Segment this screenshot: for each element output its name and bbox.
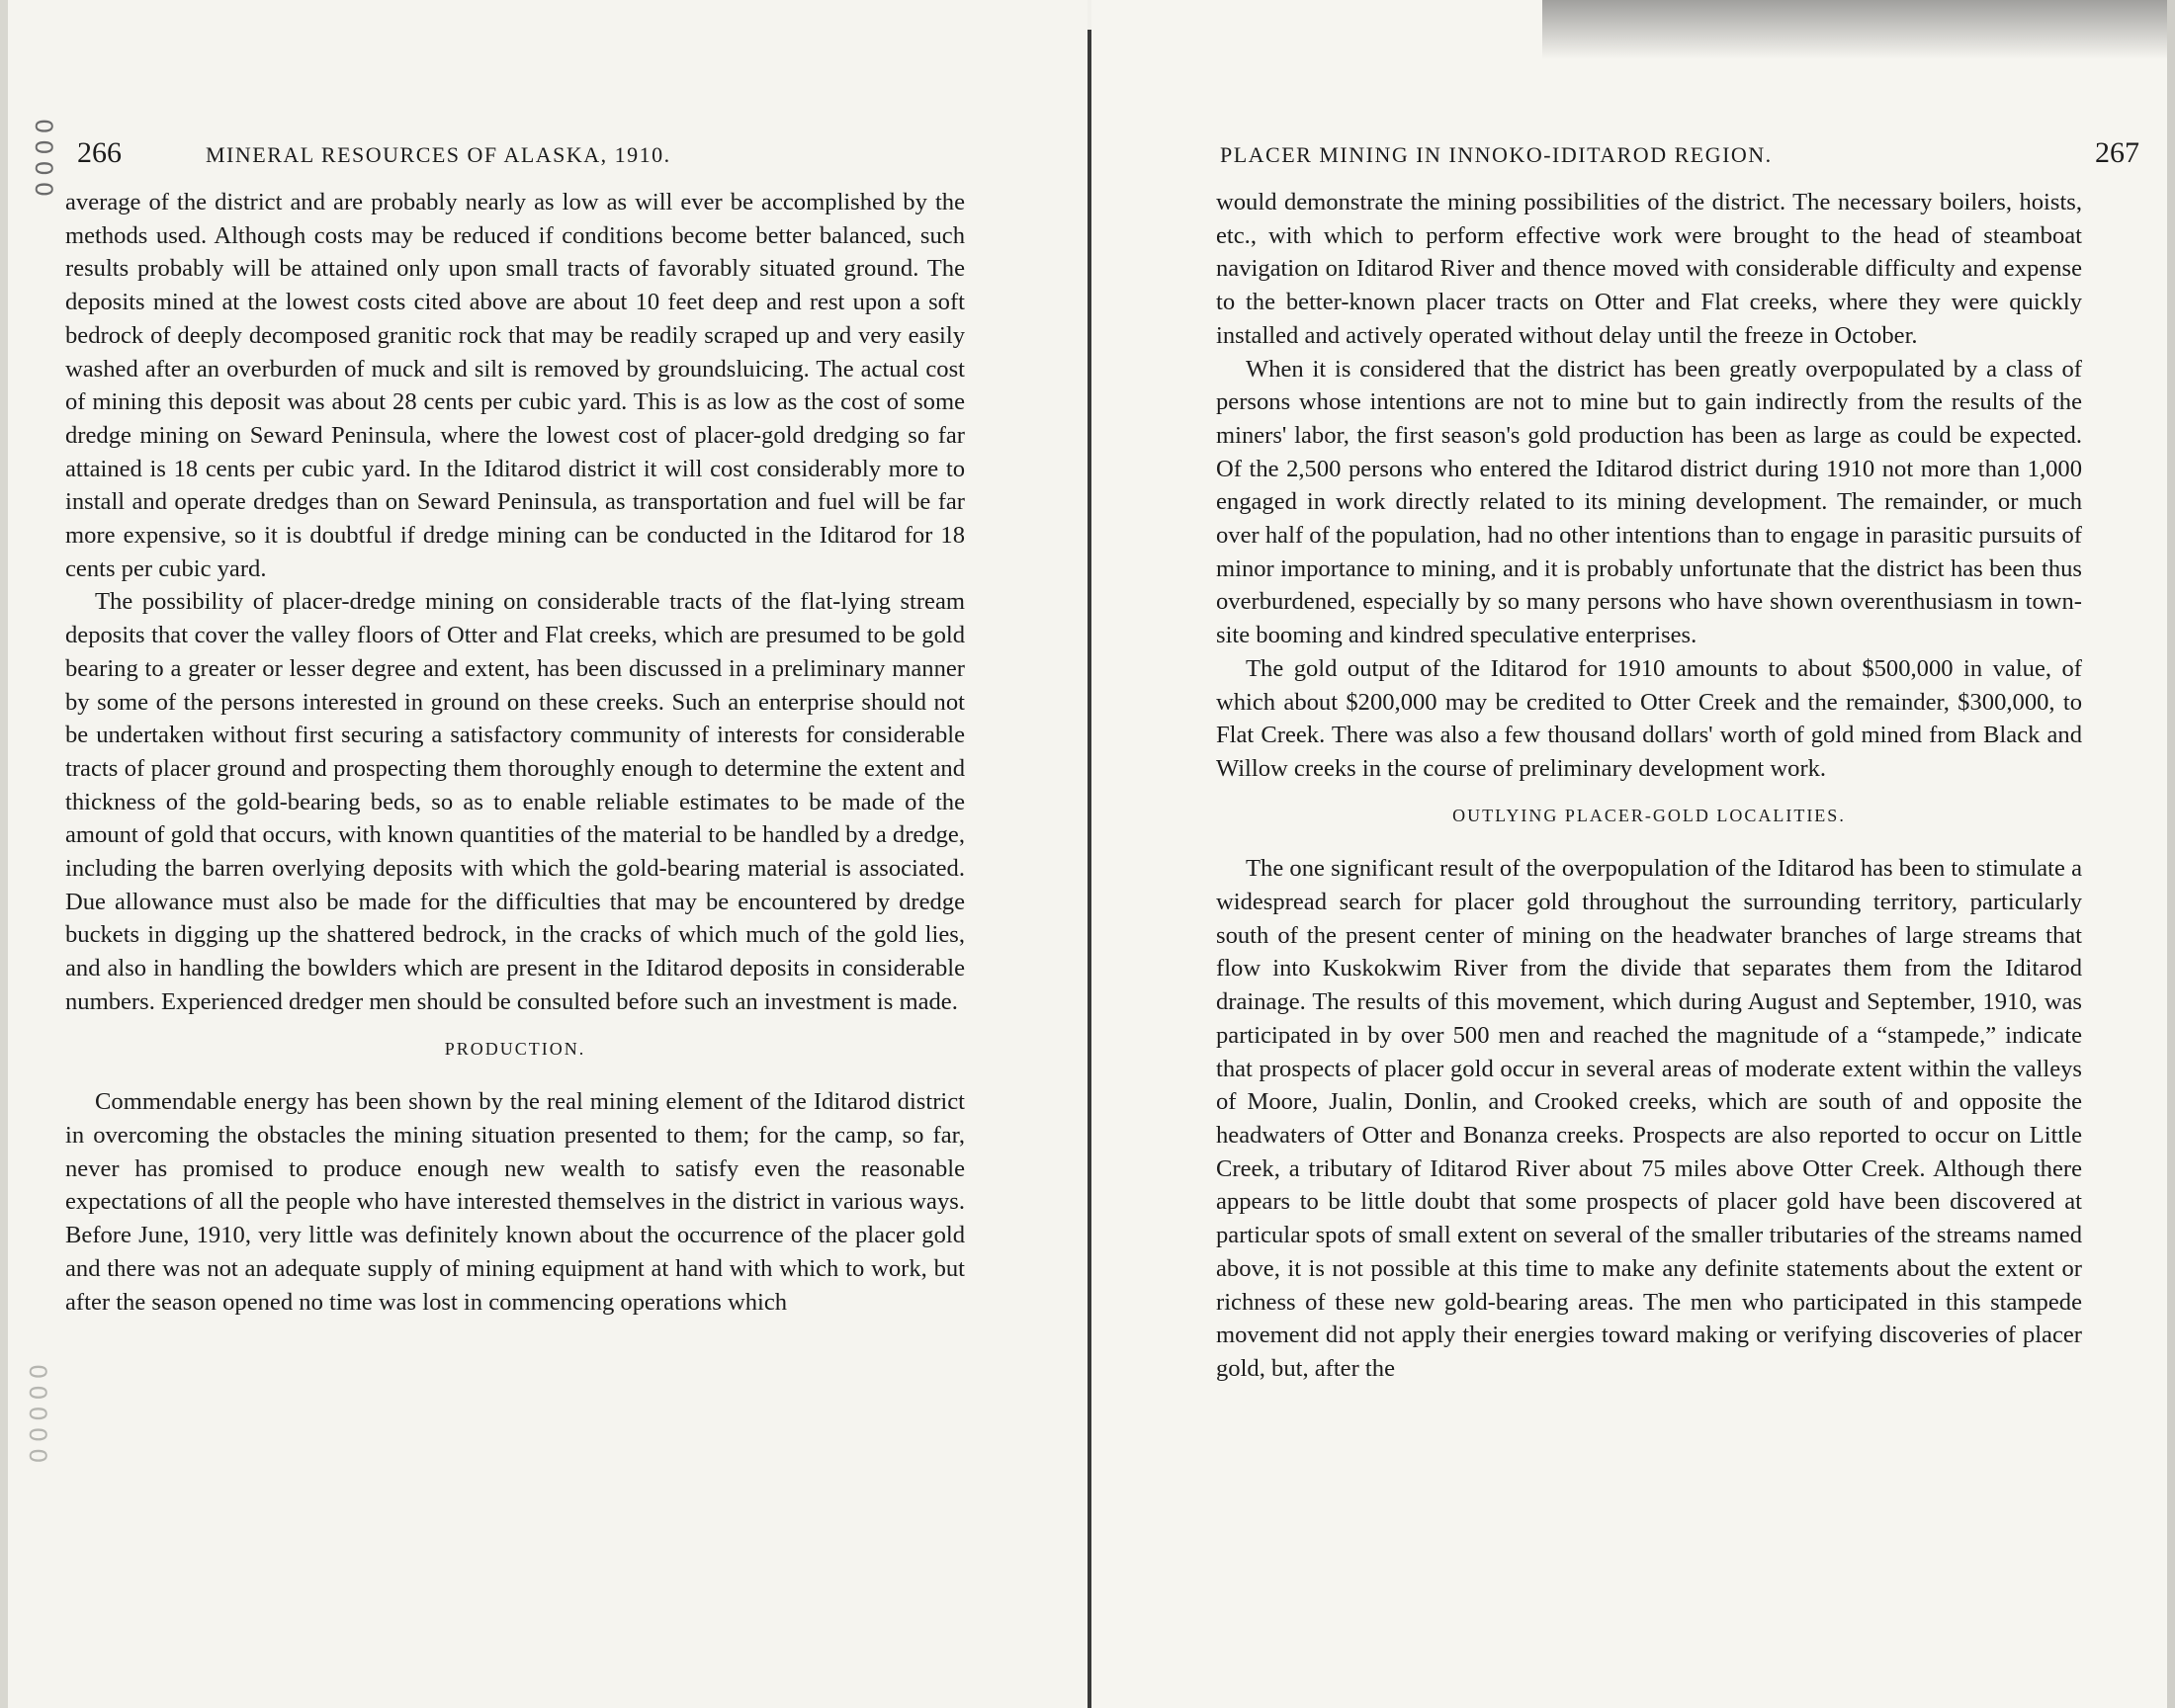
scan-right-edge: [2167, 0, 2175, 1708]
margin-mark: 0000: [30, 119, 57, 204]
left-page: [8, 0, 1088, 1708]
right-page-body: [1216, 186, 2082, 1386]
right-page: [1091, 0, 2167, 1708]
running-head: MINERAL RESOURCES OF ALASKA, 1910.: [206, 142, 671, 167]
paragraph: The possibility of placer-dredge mining on considerable tracts of the flat-lying stream deposits that cover the valley floors of Otter and Flat creeks, which are presumed to be gold bearing to a greater or lesser degree and extent, has been discussed in a preliminary manner by some of the persons interested in ground on these creeks. Such an enterprise should not be undertaken without first securing a satisfactory community of interests for considerable tracts of placer ground and prospecting them thoroughly enough to determine the extent and thickness of the gold-bearing beds, so as to enable reliable estimates to be made of the amount of gold that occurs, with known quantities of the material to be handled by a dredge, including the barren overlying deposits with which the gold-bearing material is associated. Due allowance must also be made for the difficulties that may be encountered by dredge buckets in digging up the shattered bedrock, in the cracks of which much of the gold lies, and also in handling the bowlders which are present in the Iditarod deposits in considerable numbers. Experienced dredger men should be consulted before such an investment is made.: [65, 588, 965, 1015]
section-heading: PRODUCTION.: [444, 1038, 586, 1059]
page-number: 266: [77, 136, 122, 169]
margin-mark-bottom: 00000: [24, 1364, 51, 1470]
page-number: 267: [2095, 136, 2139, 169]
paragraph: would demonstrate the mining possibilities of the district. The necessary boilers, hoists, etc., with which to perform effective work were brought to the head of steamboat navigation on Iditarod River and thence moved with considerable difficulty and expense to the better-known placer tracts on Otter and Flat creeks, where they were quickly installed and actively operated without delay until the freeze in October.: [1216, 189, 2082, 349]
running-head: PLACER MINING IN INNOKO-IDITAROD REGION.: [1220, 142, 1773, 167]
paragraph: The gold output of the Iditarod for 1910 amounts to about $500,000 in value, of which about $200,000 may be credited to Otter Creek and the remainder, $300,000, to Flat Creek. There was also a few thousand dollars' worth of gold mined from Black and Willow creeks in the course of preliminary development work.: [1216, 654, 2082, 782]
section-heading: OUTLYING PLACER-GOLD LOCALITIES.: [1452, 805, 1846, 825]
paragraph: When it is considered that the district has been greatly overpopulated by a class of persons whose intentions are not to mine but to gain indirectly from the results of the miners' labor, the first season's gold production has been as large as could be expected. Of the 2,500 persons who entered the Iditarod district during 1910 not more than 1,000 engaged in work directly related to its mining development. The remainder, or much over half of the population, had no other intentions than to engage in parasitic pursuits of minor importance to mining, and it is probably unfortunate that the district has been thus overburdened, especially by so many persons who have shown overenthusiasm in town-site booming and kindred speculative enterprises.: [1216, 355, 2082, 649]
paragraph: Commendable energy has been shown by the real mining element of the Iditarod district in overcoming the obstacles the mining situation presented to them; for the camp, so far, never has promised to produce enough new wealth to satisfy even the reasonable expectations of all the people who have interested themselves in the district in various ways. Before June, 1910, very little was definitely known about the occurrence of the placer gold and there was not an adequate supply of mining equipment at hand with which to work, but after the season opened no time was lost in commencing operations which: [65, 1088, 965, 1316]
left-page-header: [77, 136, 967, 176]
paragraph: average of the district and are probably nearly as low as will ever be accomplished by the methods used. Although costs may be reduced if conditions become better balanced, such results probably will be attained only upon small tracts of favorably situated ground. The deposits mined at the lowest costs cited above are about 10 feet deep and rest upon a soft bedrock of deeply decomposed granitic rock that may be readily scraped up and very easily washed after an overburden of muck and silt is removed by groundsluicing. The actual cost of mining this deposit was about 28 cents per cubic yard. This is as low as the cost of some dredge mining on Seward Peninsula, where the lowest cost of placer-gold dredging so far attained is 18 cents per cubic yard. In the Iditarod district it will cost considerably more to install and operate dredges than on Seward Peninsula, as transportation and fuel will be far more expensive, so it is doubtful if dredge mining can be conducted in the Iditarod for 18 cents per cubic yard.: [65, 189, 965, 582]
right-page-header: [1220, 136, 2139, 176]
paragraph: The one significant result of the overpopulation of the Iditarod has been to stimulate a widespread search for placer gold throughout the surrounding territory, particularly south of the present center of mining on the headwater branches of large streams that flow into Kuskokwim River from the divide that separates them from the Iditarod drainage. The results of this movement, which during August and September, 1910, was participated in by over 500 men and reached the magnitude of a “stampede,” indicate that prospects of placer gold occur in several areas of moderate extent within the valleys of Moore, Jualin, Donlin, and Crooked creeks, which are south of and opposite the headwaters of Otter and Bonanza creeks. Prospects are also reported to occur on Little Creek, a tributary of Iditarod River about 75 miles above Otter Creek. Although there appears to be little doubt that some prospects of placer gold have been discovered at particular spots of small extent on several of the smaller tributaries of the streams named above, it is not possible at this time to make any definite statements about the extent or richness of these new gold-bearing areas. The men who participated in this stampede movement did not apply their energies toward making or verifying discoveries of placer gold, but, after the: [1216, 855, 2082, 1382]
scan-shadow: [1542, 0, 2175, 59]
left-page-body: [65, 186, 965, 1319]
